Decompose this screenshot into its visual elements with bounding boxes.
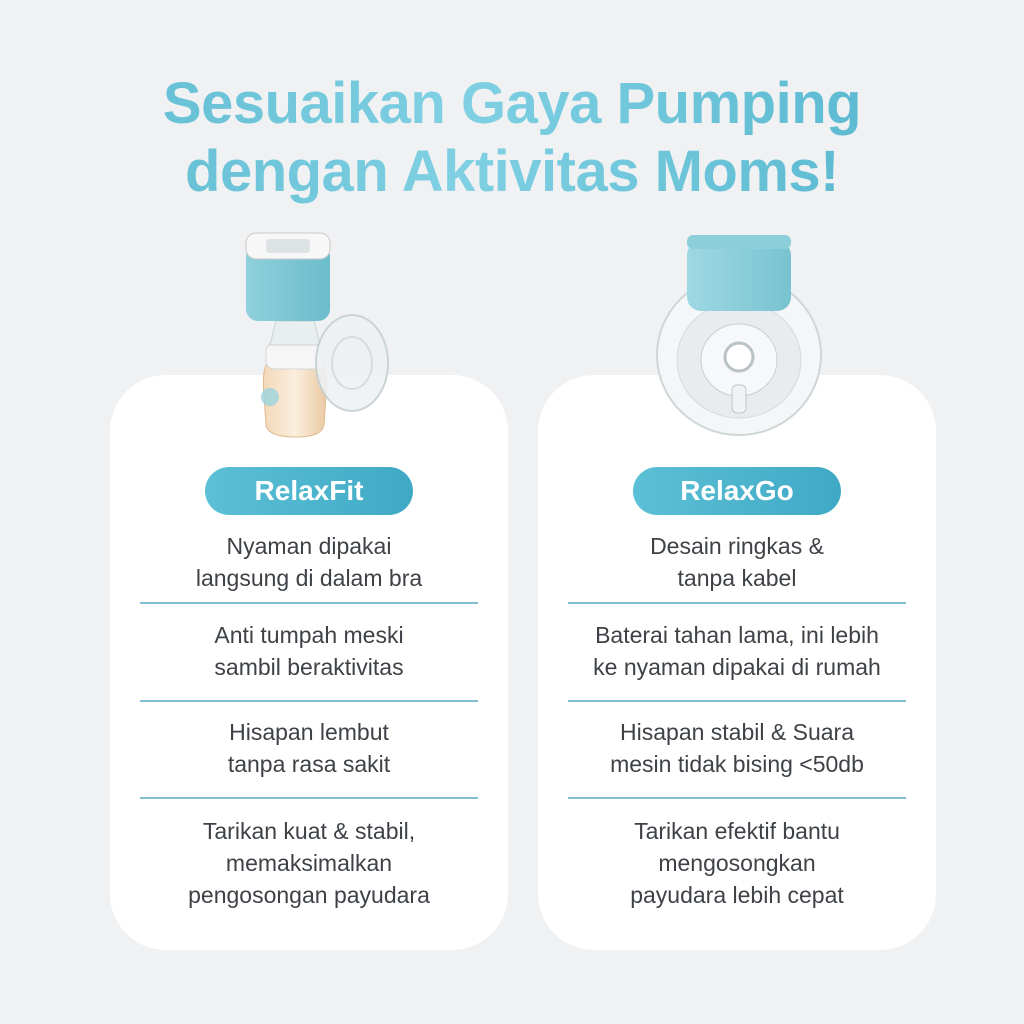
feature-text-line: Tarikan kuat & stabil,	[202, 818, 416, 844]
feature-item	[140, 716, 478, 780]
feature-item	[568, 619, 906, 683]
feature-item	[568, 815, 906, 911]
feature-text-line: pengosongan payudara	[188, 882, 430, 908]
feature-divider	[568, 700, 906, 702]
feature-divider	[568, 602, 906, 604]
feature-text-line: Anti tumpah meski	[214, 622, 404, 648]
product-card-relaxgo	[538, 375, 936, 950]
feature-divider	[140, 602, 478, 604]
feature-text-line: ke nyaman dipakai di rumah	[593, 654, 881, 680]
feature-item	[140, 619, 478, 683]
feature-text-line: sambil beraktivitas	[214, 654, 404, 680]
breast-pump-with-bottle-image	[226, 225, 406, 445]
product-name-badge: RelaxGo	[633, 467, 841, 515]
feature-item	[568, 716, 906, 780]
feature-text-line: memaksimalkan	[225, 850, 393, 876]
product-name-badge: RelaxFit	[205, 467, 413, 515]
wearable-breast-pump-image	[654, 235, 824, 445]
headline-line-2: dengan Aktivitas Moms!	[185, 139, 839, 204]
feature-text-line: Hisapan stabil & Suara	[620, 719, 854, 745]
feature-text-line: Desain ringkas &	[650, 533, 824, 559]
headline	[0, 70, 1024, 206]
product-card-relaxfit	[110, 375, 508, 950]
feature-text-line: mengosongkan	[658, 850, 816, 876]
feature-item	[140, 815, 478, 911]
feature-divider	[140, 700, 478, 702]
feature-text-line: tanpa kabel	[677, 565, 797, 591]
feature-divider	[140, 797, 478, 799]
feature-text-line: Tarikan efektif bantu	[634, 818, 840, 844]
feature-text-line: mesin tidak bising <50db	[610, 751, 864, 777]
feature-text-line: langsung di dalam bra	[195, 565, 423, 591]
headline-line-1: Sesuaikan Gaya Pumping	[162, 71, 862, 136]
feature-text-line: Nyaman dipakai	[226, 533, 392, 559]
feature-text-line: Baterai tahan lama, ini lebih	[595, 622, 879, 648]
feature-item	[568, 530, 906, 594]
feature-item	[140, 530, 478, 594]
feature-text-line: Hisapan lembut	[229, 719, 389, 745]
feature-text-line: tanpa rasa sakit	[227, 751, 391, 777]
feature-divider	[568, 797, 906, 799]
feature-text-line: payudara lebih cepat	[630, 882, 844, 908]
